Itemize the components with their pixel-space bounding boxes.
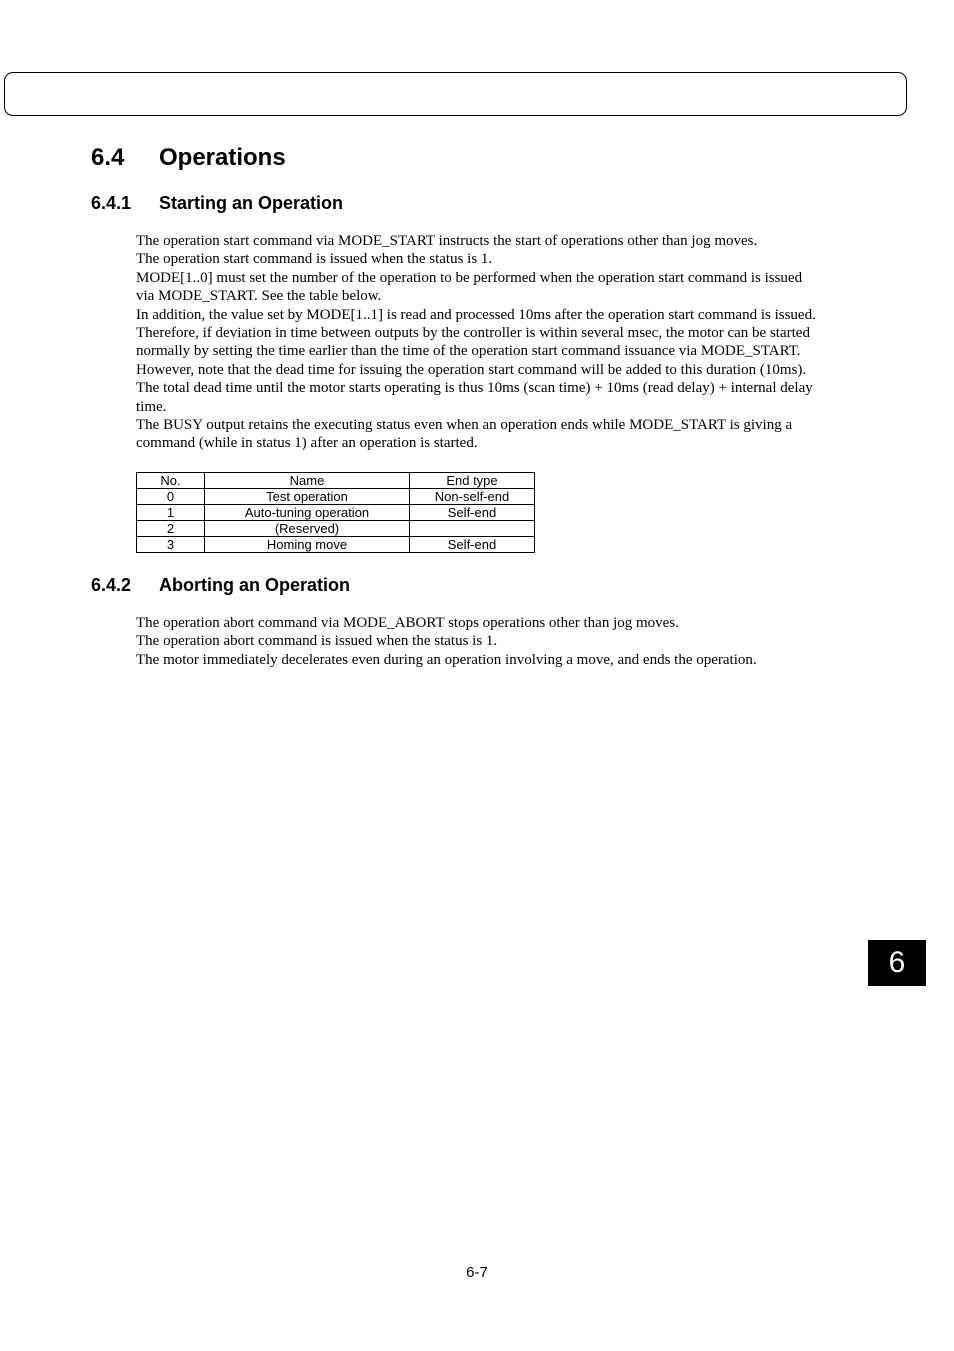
chapter-tab: 6 <box>868 940 926 986</box>
text-line: The operation abort command is issued when the status is 1. <box>136 633 498 650</box>
subsection-number: 6.4.2 <box>91 575 132 595</box>
cell-no: 2 <box>137 521 205 537</box>
cell-name: Auto-tuning operation <box>205 505 410 521</box>
text-line: The motor immediately decelerates even during an operation involving a move, and ends the operation. <box>136 651 757 668</box>
aborting-paragraph <box>136 614 876 669</box>
cell-no: 0 <box>137 489 205 505</box>
header-end-type: End type <box>410 473 535 489</box>
section-title: Operations <box>159 144 286 171</box>
subsection-heading-starting <box>91 192 343 214</box>
header-no: No. <box>137 473 205 489</box>
cell-name: Test operation <box>205 489 410 505</box>
text-line: time. <box>136 398 167 415</box>
section-heading <box>91 143 286 173</box>
text-line: The operation start command is issued when the status is 1. <box>136 251 493 268</box>
table-row <box>137 505 535 521</box>
cell-end-type: Self-end <box>410 537 535 553</box>
cell-name: Homing move <box>205 537 410 553</box>
starting-paragraph <box>136 232 876 453</box>
section-number: 6.4 <box>91 144 125 171</box>
text-line: The operation abort command via MODE_ABORT stops operations other than jog moves. <box>136 615 679 631</box>
cell-no: 3 <box>137 537 205 553</box>
table-row <box>137 521 535 537</box>
cell-end-type <box>410 521 535 537</box>
header-frame <box>4 72 907 116</box>
text-line: However, note that the dead time for issuing the operation start command will be added to this duration (10ms). <box>136 361 807 378</box>
page-number: 6-7 <box>466 1264 488 1281</box>
table-row <box>137 489 535 505</box>
subsection-number: 6.4.1 <box>91 193 132 213</box>
text-line: Therefore, if deviation in time between outputs by the controller is within several msec, the motor can be started <box>136 325 810 342</box>
cell-end-type: Non-self-end <box>410 489 535 505</box>
text-line: normally by setting the time earlier than the time of the operation start command issuance via MODE_START. <box>136 343 801 360</box>
table-header-row <box>137 473 535 489</box>
subsection-heading-aborting <box>91 574 350 596</box>
table-row <box>137 537 535 553</box>
text-line: The operation start command via MODE_START instructs the start of operations other than jog moves. <box>136 233 758 249</box>
header-name: Name <box>205 473 410 489</box>
cell-no: 1 <box>137 505 205 521</box>
subsection-title: Aborting an Operation <box>159 575 350 595</box>
text-line: via MODE_START. See the table below. <box>136 288 382 305</box>
text-line: In addition, the value set by MODE[1..1] is read and processed 10ms after the operation start command is issued. <box>136 306 816 323</box>
cell-end-type: Self-end <box>410 505 535 521</box>
operation-table <box>136 472 535 553</box>
text-line: command (while in status 1) after an operation is started. <box>136 435 478 452</box>
text-line: MODE[1..0] must set the number of the operation to be performed when the operation start command is issued <box>136 269 803 286</box>
cell-name: (Reserved) <box>205 521 410 537</box>
text-line: The total dead time until the motor starts operating is thus 10ms (scan time) + 10ms (read delay) + internal delay <box>136 380 813 397</box>
text-line: The BUSY output retains the executing status even when an operation ends while MODE_START is giving a <box>136 417 793 434</box>
subsection-title: Starting an Operation <box>159 193 344 213</box>
